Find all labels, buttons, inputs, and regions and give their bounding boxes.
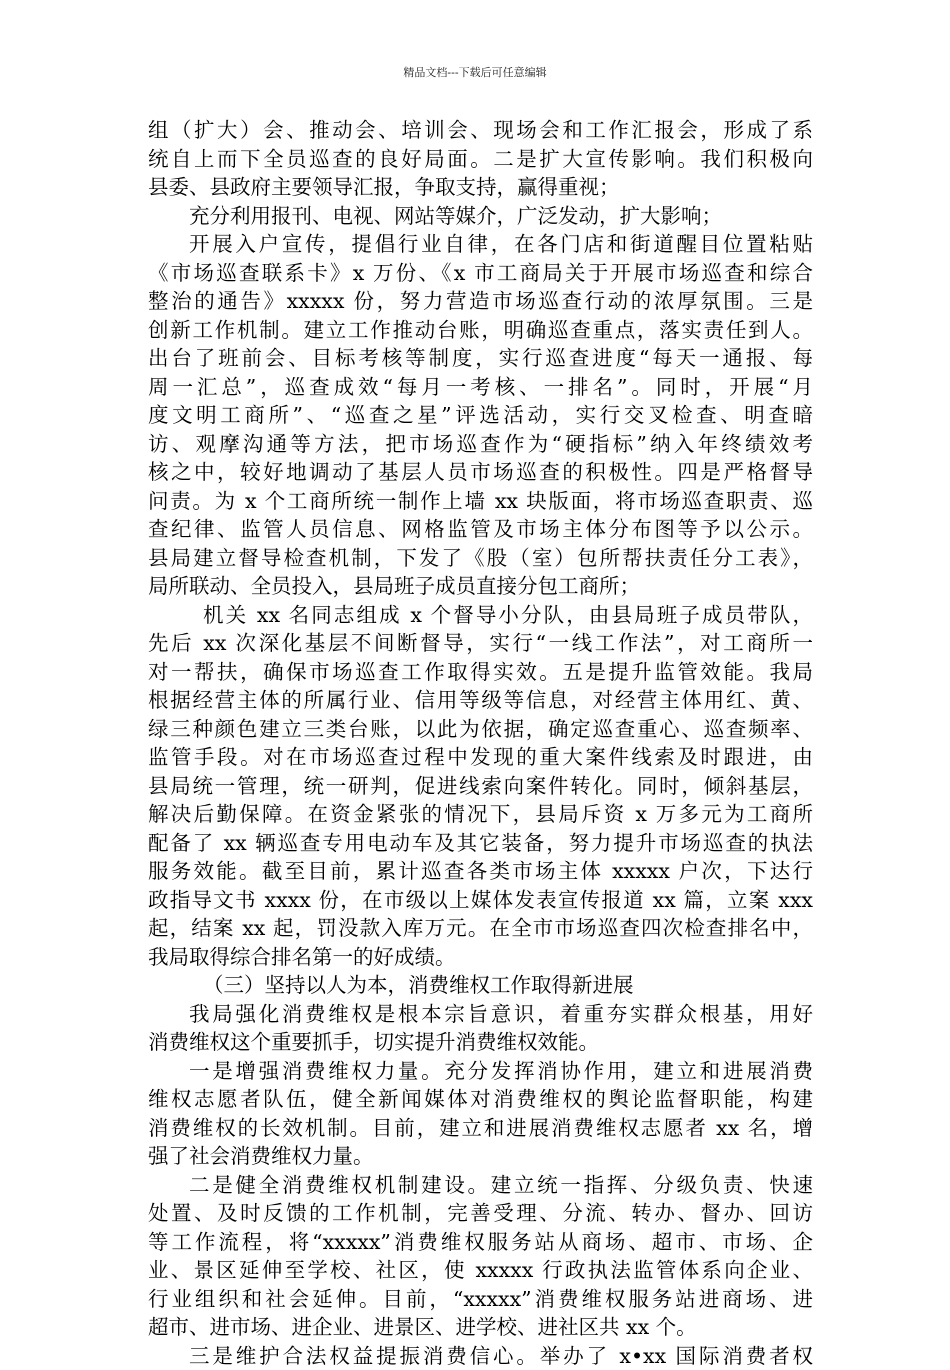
text-line: 访、观摩沟通等方法，把市场巡查作为“硬指标”纳入年终绩效考 — [148, 430, 813, 459]
text-line: 我局取得综合排名第一的好成绩。 — [148, 943, 813, 972]
text-line: 查纪律、监管人员信息、网格监管及市场主体分布图等予以公示。 — [148, 515, 813, 544]
text-line: 处置、及时反馈的工作机制，完善受理、分流、转办、督办、回访 — [148, 1199, 813, 1228]
text-line: 等工作流程，将“xxxxx”消费维权服务站从商场、超市、市场、企 — [148, 1228, 813, 1257]
text-line: 行业组织和社会延伸。目前，“xxxxx”消费维权服务站进商场、进 — [148, 1285, 813, 1314]
text-line: 县委、县政府主要领导汇报，争取支持，赢得重视； — [148, 173, 813, 202]
text-line: 对一帮扶，确保市场巡查工作取得实效。五是提升监管效能。我局 — [148, 658, 813, 687]
text-line: 消费维权的长效机制。目前，建立和进展消费维权志愿者 xx 名，增 — [148, 1114, 813, 1143]
text-line: 超市、进市场、进企业、进景区、进学校、进社区共 xx 个。 — [148, 1313, 813, 1342]
text-line: 一是增强消费维权力量。充分发挥消协作用，建立和进展消费 — [148, 1057, 813, 1086]
text-line: 三是维护合法权益提振消费信心。举办了 x•xx 国际消费者权 — [148, 1342, 813, 1370]
text-line: 配备了 xx 辆巡查专用电动车及其它装备，努力提升市场巡查的执法 — [148, 829, 813, 858]
document-body — [148, 116, 813, 1370]
text-line: 出台了班前会、目标考核等制度，实行巡查进度“每天一通报、每 — [148, 344, 813, 373]
text-line: 创新工作机制。建立工作推动台账，明确巡查重点，落实责任到人。 — [148, 316, 813, 345]
text-line: 服务效能。截至目前，累计巡查各类市场主体 xxxxx 户次，下达行 — [148, 857, 813, 886]
text-line: 统自上而下全员巡查的良好局面。二是扩大宣传影响。我们积极向 — [148, 145, 813, 174]
text-line: 解决后勤保障。在资金紧张的情况下，县局斥资 x 万多元为工商所 — [148, 800, 813, 829]
text-line: 根据经营主体的所属行业、信用等级等信息，对经营主体用红、黄、 — [148, 686, 813, 715]
text-line: 监管手段。对在市场巡查过程中发现的重大案件线索及时跟进，由 — [148, 743, 813, 772]
text-line: 政指导文书 xxxx 份，在市级以上媒体发表宣传报道 xx 篇，立案 xxx — [148, 886, 813, 915]
text-line: 度文明工商所”、“巡查之星”评选活动，实行交叉检查、明查暗 — [148, 401, 813, 430]
text-line: 开展入户宣传，提倡行业自律，在各门店和街道醒目位置粘贴 — [148, 230, 813, 259]
text-line: 强了社会消费维权力量。 — [148, 1142, 813, 1171]
text-line: 核之中，较好地调动了基层人员市场巡查的积极性。四是严格督导 — [148, 458, 813, 487]
text-line: 起，结案 xx 起，罚没款入库万元。在全市市场巡查四次检查排名中， — [148, 914, 813, 943]
page-header: 精品文档---下载后可任意编辑 — [0, 66, 950, 80]
text-line: （三）坚持以人为本，消费维权工作取得新进展 — [148, 971, 813, 1000]
text-line: 问责。为 x 个工商所统一制作上墙 xx 块版面，将市场巡查职责、巡 — [148, 487, 813, 516]
text-line: 县局统一管理，统一研判，促进线索向案件转化。同时，倾斜基层， — [148, 772, 813, 801]
text-line: 组（扩大）会、推动会、培训会、现场会和工作汇报会，形成了系 — [148, 116, 813, 145]
text-line: 消费维权这个重要抓手，切实提升消费维权效能。 — [148, 1028, 813, 1057]
text-line: 业、景区延伸至学校、社区，使 xxxxx 行政执法监管体系向企业、 — [148, 1256, 813, 1285]
text-line: 局所联动、全员投入，县局班子成员直接分包工商所； — [148, 572, 813, 601]
text-line: 维权志愿者队伍，健全新闻媒体对消费维权的舆论监督职能，构建 — [148, 1085, 813, 1114]
text-line: 机关 xx 名同志组成 x 个督导小分队，由县局班子成员带队， — [148, 601, 813, 630]
text-line: 先后 xx 次深化基层不间断督导，实行“一线工作法”，对工商所一 — [148, 629, 813, 658]
text-line: 周一汇总”，巡查成效“每月一考核、一排名”。同时，开展“月 — [148, 373, 813, 402]
text-line: 整治的通告》xxxxx 份，努力营造市场巡查行动的浓厚氛围。三是 — [148, 287, 813, 316]
text-line: 充分利用报刊、电视、网站等媒介，广泛发动，扩大影响； — [148, 202, 813, 231]
text-line: 我局强化消费维权是根本宗旨意识，着重夯实群众根基，用好 — [148, 1000, 813, 1029]
text-line: 县局建立督导检查机制，下发了《股（室）包所帮扶责任分工表》， — [148, 544, 813, 573]
text-line: 二是健全消费维权机制建设。建立统一指挥、分级负责、快速 — [148, 1171, 813, 1200]
text-line: 《市场巡查联系卡》x 万份、《x 市工商局关于开展市场巡查和综合 — [148, 259, 813, 288]
text-line: 绿三种颜色建立三类台账，以此为依据，确定巡查重心、巡查频率、 — [148, 715, 813, 744]
